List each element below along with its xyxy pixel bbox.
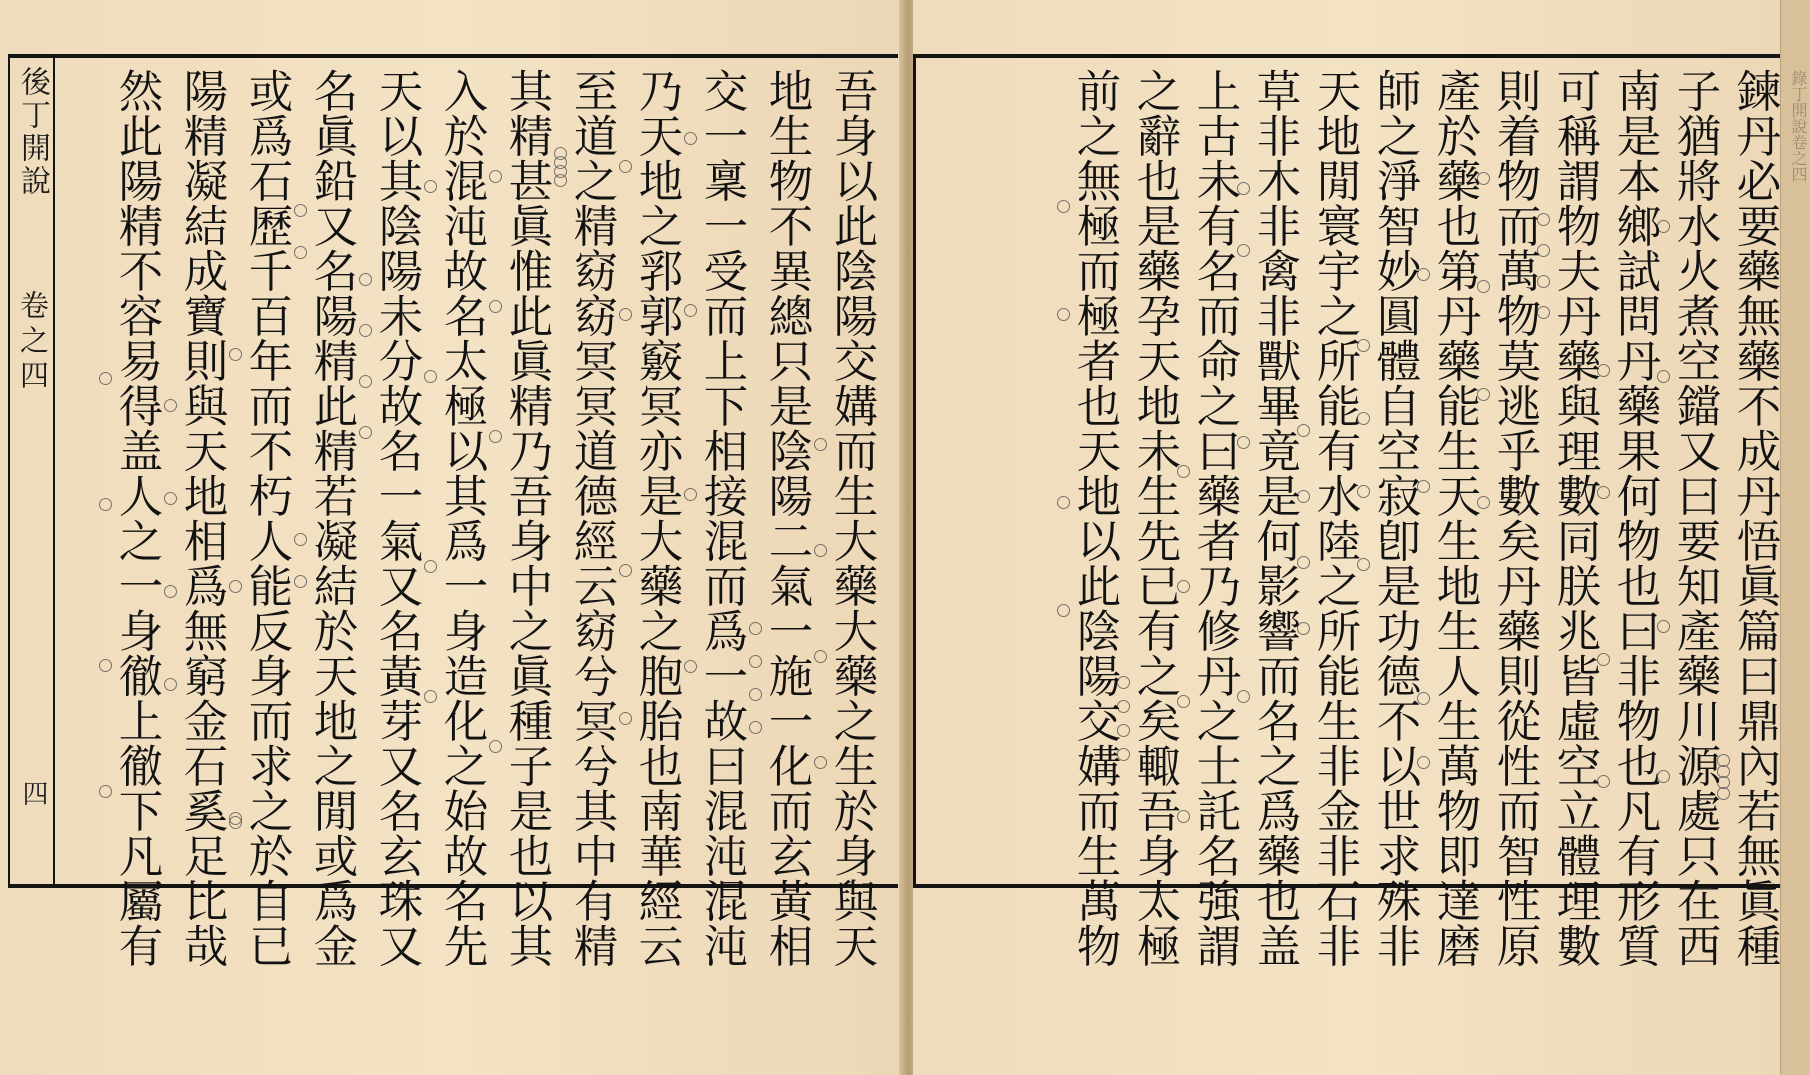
punctuation-mark bbox=[684, 488, 697, 501]
margin-title: 後丁開說 bbox=[15, 66, 50, 198]
text-column: 吾身以此陰陽交媾而生大藥大藥之生於身與天 bbox=[826, 68, 877, 968]
punctuation-mark bbox=[749, 721, 762, 734]
punctuation-mark bbox=[619, 308, 632, 321]
punctuation-mark bbox=[229, 580, 242, 593]
punctuation-mark bbox=[164, 585, 177, 598]
punctuation-mark bbox=[359, 375, 372, 388]
punctuation-mark bbox=[229, 812, 242, 825]
punctuation-mark bbox=[359, 273, 372, 286]
punctuation-mark bbox=[294, 575, 307, 588]
text-column: 師之淨智妙圓體自空寂卽是功德不以世求殊非 bbox=[1369, 68, 1420, 968]
margin-divider-line bbox=[53, 54, 55, 888]
punctuation-mark bbox=[164, 492, 177, 505]
text-column: 天地閒寰宇之所能有水陸之所能生非金非石非 bbox=[1309, 68, 1360, 968]
punctuation-mark bbox=[814, 438, 827, 451]
text-column: 入於混沌故名太極以其爲一身造化之始故名先 bbox=[436, 68, 487, 968]
punctuation-mark bbox=[424, 180, 437, 193]
punctuation-mark bbox=[749, 622, 762, 635]
punctuation-mark bbox=[164, 399, 177, 412]
punctuation-mark bbox=[1057, 308, 1070, 321]
text-column: 其精甚眞惟此眞精乃吾身中之眞種子是也以其 bbox=[501, 68, 552, 968]
text-column: 名眞鉛又名陽精此精若凝結於天地之閒或爲金 bbox=[306, 68, 357, 968]
text-column: 可稱謂物夫丹藥與理數同朕兆皆虛空立體理數 bbox=[1549, 68, 1600, 968]
punctuation-mark bbox=[814, 756, 827, 769]
punctuation-mark bbox=[1057, 200, 1070, 213]
punctuation-mark bbox=[229, 348, 242, 361]
punctuation-mark bbox=[359, 324, 372, 337]
punctuation-mark bbox=[424, 560, 437, 573]
punctuation-mark bbox=[489, 170, 502, 183]
top-border-line bbox=[8, 54, 898, 58]
punctuation-mark bbox=[164, 678, 177, 691]
punctuation-mark bbox=[489, 430, 502, 443]
punctuation-mark bbox=[294, 204, 307, 217]
next-page-edge-text: 錄丁開說卷之四 bbox=[1789, 70, 1808, 182]
text-column: 之辭也是藥孕天地未生先已有之矣輙吾身太極 bbox=[1129, 68, 1180, 968]
text-column: 然此陽精不容易得盖人之一身徹上徹下凡屬有 bbox=[111, 68, 162, 968]
text-column: 草非木非禽非獸畢竟是何影響而名之爲藥也盖 bbox=[1249, 68, 1300, 968]
punctuation-mark bbox=[99, 498, 112, 511]
text-column: 產於藥也第丹藥能生天生地生人生萬物即達磨 bbox=[1429, 68, 1480, 968]
outer-border-line bbox=[8, 54, 10, 888]
punctuation-mark bbox=[1057, 604, 1070, 617]
text-column: 上古未有名而命之曰藥者乃修丹之士託名強謂 bbox=[1189, 68, 1240, 968]
punctuation-mark bbox=[814, 544, 827, 557]
text-column: 則着物而萬物莫逃乎數矣丹藥則從性而智性原 bbox=[1489, 68, 1540, 968]
punctuation-mark bbox=[99, 659, 112, 672]
top-border-line bbox=[913, 54, 1791, 58]
margin-page-number: 四 bbox=[18, 780, 48, 806]
punctuation-mark bbox=[359, 426, 372, 439]
text-column: 陽精凝結成寶則與天地相爲無窮金石奚足比哉 bbox=[176, 68, 227, 968]
margin-volume: 卷之四 bbox=[16, 290, 50, 395]
punctuation-mark bbox=[554, 174, 567, 187]
punctuation-mark bbox=[814, 650, 827, 663]
punctuation-mark bbox=[1057, 496, 1070, 509]
text-column: 子猶將水火煮空鐺又曰要知產藥川源處只在西 bbox=[1669, 68, 1720, 968]
punctuation-mark bbox=[99, 785, 112, 798]
text-column: 前之無極而極者也天地以此陰陽交媾而生萬物 bbox=[1069, 68, 1120, 968]
next-page-edge bbox=[1780, 0, 1807, 1075]
punctuation-mark bbox=[294, 246, 307, 259]
punctuation-mark bbox=[424, 370, 437, 383]
punctuation-mark bbox=[424, 690, 437, 703]
inner-border-line bbox=[913, 54, 916, 888]
punctuation-mark bbox=[294, 533, 307, 546]
text-column: 地生物不異總只是陰陽二氣一施一化而玄黃相 bbox=[761, 68, 812, 968]
punctuation-mark bbox=[489, 740, 502, 753]
text-column: 至道之精窈窈冥冥道德經云窈兮冥兮其中有精 bbox=[566, 68, 617, 968]
punctuation-mark bbox=[619, 712, 632, 725]
right-page bbox=[913, 0, 1806, 1075]
text-column: 乃天地之郛郭竅冥亦是大藥之胞胎也南華經云 bbox=[631, 68, 682, 968]
punctuation-mark bbox=[684, 660, 697, 673]
punctuation-mark bbox=[99, 372, 112, 385]
punctuation-mark bbox=[619, 160, 632, 173]
punctuation-mark bbox=[619, 564, 632, 577]
text-column: 交一稟一受而上下相接混而爲一故曰混沌混沌 bbox=[696, 68, 747, 968]
punctuation-mark bbox=[749, 655, 762, 668]
text-column: 或爲石歷千百年而不朽人能反身而求之於自已 bbox=[241, 68, 292, 968]
text-column: 天以其陰陽未分故名一氣又名黃芽又名玄珠又 bbox=[371, 68, 422, 968]
punctuation-mark bbox=[489, 300, 502, 313]
punctuation-mark bbox=[684, 304, 697, 317]
punctuation-mark bbox=[684, 132, 697, 145]
text-column: 鍊丹必要藥無藥不成丹悟眞篇曰鼎內若無眞種 bbox=[1729, 68, 1780, 968]
text-column: 南是本鄉試問丹藥果何物也曰非物也凡有形質 bbox=[1609, 68, 1660, 968]
punctuation-mark bbox=[749, 688, 762, 701]
